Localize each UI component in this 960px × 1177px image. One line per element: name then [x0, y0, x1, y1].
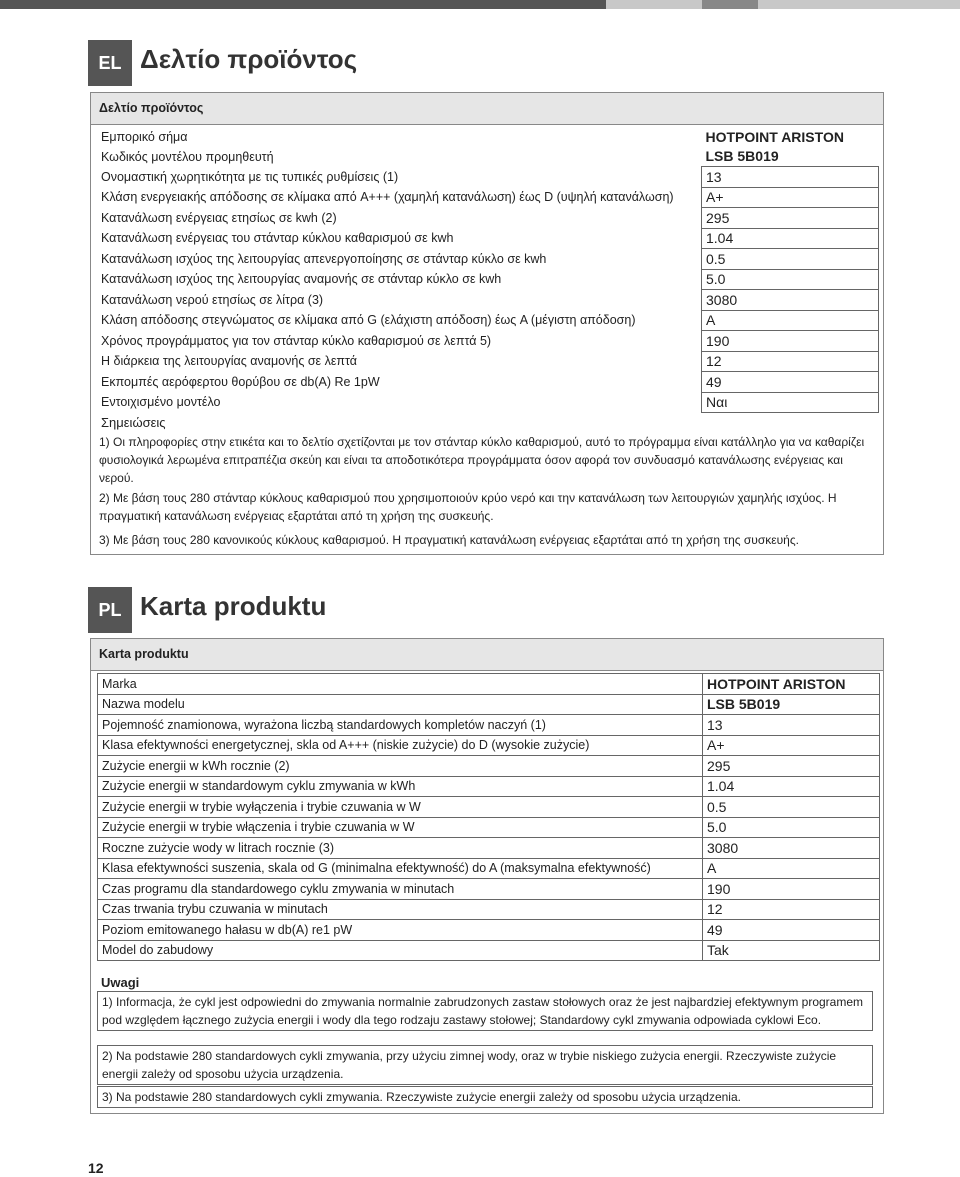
table-row: Ονομαστική χωρητικότητα με τις τυπικές ρυθμίσεις (1) 13 [97, 167, 879, 188]
el-note-2: 2) Με βάση τους 280 στάνταρ κύκλους καθαρισμού που χρησιμοποιούν κρύο νερό και την κατανάλωση των λειτουργιών χαμηλής ισχύος. Η πραγματική κατανάλωση ενέργειας εξαρτάται από τη χρήση της συσκευής. [99, 491, 837, 523]
table-row: Klasa efektywności energetycznej, skla od A+++ (niskie zużycie) do D (wysokie zużycie) A+ [98, 735, 880, 756]
table-row: Czas programu dla standardowego cyklu zmywania w minutach 190 [98, 879, 880, 900]
table-row: Czas trwania trybu czuwania w minutach 12 [98, 899, 880, 920]
table-row: Κατανάλωση ισχύος της λειτουργίας απενεργοποίησης σε στάνταρ κύκλο σε kwh 0.5 [97, 249, 879, 270]
table-row: Κλάση απόδοσης στεγνώματος σε κλίμακα από G (ελάχιστη απόδοση) έως A (μέγιστη απόδοση) A [97, 310, 879, 331]
table-row: Εντοιχισμένο μοντέλο Ναι [97, 392, 879, 413]
pl-note-3: 3) Na podstawie 280 standardowych cykli zmywania. Rzeczywiste zużycie energii zależy od sposobu użycia urządzenia. [97, 1086, 873, 1108]
table-row: Nazwa modelu LSB 5B019 [98, 694, 880, 715]
pl-spec-table [97, 673, 880, 961]
table-row: Zużycie energii w trybie wyłączenia i trybie czuwania w W 0.5 [98, 797, 880, 818]
pl-notes-title: Uwagi [101, 975, 140, 990]
page-number: 12 [88, 1160, 104, 1176]
table-row: Roczne zużycie wody w litrach rocznie (3) 3080 [98, 838, 880, 859]
pl-lang-badge: PL [88, 587, 132, 633]
table-row: Model do zabudowy Tak [98, 940, 880, 961]
top-bar-dark [0, 0, 606, 9]
pl-note-2: 2) Na podstawie 280 standardowych cykli zmywania, przy użyciu zimnej wody, oraz w trybie niskiego zużycia energii. Rzeczywiste zużycie energii zależy od sposobu użycia urządzenia. [97, 1045, 873, 1085]
el-panel-title: Δελτίο προϊόντος [91, 93, 883, 125]
table-row: Poziom emitowanego hałasu w db(A) re1 pW 49 [98, 920, 880, 941]
table-row: Klasa efektywności suszenia, skala od G (minimalna efektywność) do A (maksymalna efektywność) A [98, 858, 880, 879]
table-row: Κατανάλωση νερού ετησίως σε λίτρα (3) 3080 [97, 290, 879, 311]
table-row: Κλάση ενεργειακής απόδοσης σε κλίμακα από A+++ (χαμηλή κατανάλωση) έως D (υψηλή κατανάλωση) A+ [97, 187, 879, 208]
table-row: Η διάρκεια της λειτουργίας αναμονής σε λεπτά 12 [97, 351, 879, 372]
pl-note-1: 1) Informacja, że cykl jest odpowiedni do zmywania normalnie zabrudzonych zastaw stołowych oraz że jest najbardziej efektywnym programem pod względem łącznego zużycia energii i wody dla tego rodzaju zastawy stołowej; Standardowy cykl zmywania odpowiada cyklowi Eco. [97, 991, 873, 1031]
table-row: Εμπορικό σήμα HOTPOINT ARISTON [101, 128, 844, 145]
table-row: Χρόνος προγράμματος για τον στάνταρ κύκλο καθαρισμού σε λεπτά 5) 190 [97, 331, 879, 352]
table-row: Κατανάλωση ενέργειας του στάνταρ κύκλου καθαρισμού σε kwh 1.04 [97, 228, 879, 249]
el-notes-title: Σημειώσεις [101, 415, 166, 430]
table-row: Marka HOTPOINT ARISTON [98, 674, 880, 695]
el-note-3: 3) Με βάση τους 280 κανονικούς κύκλους καθαρισμού. Η πραγματική κατανάλωση ενέργειας εξαρτάται από τη χρήση της συσκευής. [99, 533, 799, 547]
table-row: Κατανάλωση ισχύος της λειτουργίας αναμονής σε στάνταρ κύκλο σε kwh 5.0 [97, 269, 879, 290]
table-row: Zużycie energii w kWh rocznie (2) 295 [98, 756, 880, 777]
el-product-sheet [90, 92, 884, 555]
table-row: Zużycie energii w trybie włączenia i trybie czuwania w W 5.0 [98, 817, 880, 838]
el-spec-table [97, 127, 879, 413]
table-row: Κατανάλωση ενέργειας ετησίως σε kwh (2) 295 [97, 208, 879, 229]
top-bar-light-2 [758, 0, 960, 9]
top-bar [0, 0, 960, 9]
top-bar-mid [702, 0, 758, 9]
top-bar-light [606, 0, 702, 9]
table-row: Κωδικός μοντέλου προμηθευτή LSB 5B019 [101, 148, 779, 165]
pl-section-title: Karta produktu [140, 591, 327, 621]
el-lang-badge: EL [88, 40, 132, 86]
el-note-1: 1) Οι πληροφορίες στην ετικέτα και το δελτίο σχετίζονται με τον στάνταρ κύκλο καθαρισμού, αυτό το πρόγραμμα είναι κατάλληλο για να καθαρίζει φυσιολογικά λερωμένα επιτραπέζια σκεύη και είναι τα αποδοτικότερα προγράμματα όσον αφορά τον συνδυασμό κατανάλωσης ενέργειας και νερού. [99, 435, 865, 485]
table-row: Pojemność znamionowa, wyrażona liczbą standardowych kompletów naczyń (1) 13 [98, 715, 880, 736]
pl-product-sheet [90, 638, 884, 1114]
table-row: Εκπομπές αερόφερτου θορύβου σε db(A) Re 1pW 49 [97, 372, 879, 393]
table-row: Zużycie energii w standardowym cyklu zmywania w kWh 1.04 [98, 776, 880, 797]
pl-panel-title: Karta produktu [91, 639, 883, 671]
el-section-title: Δελτίο προϊόντος [140, 44, 358, 74]
